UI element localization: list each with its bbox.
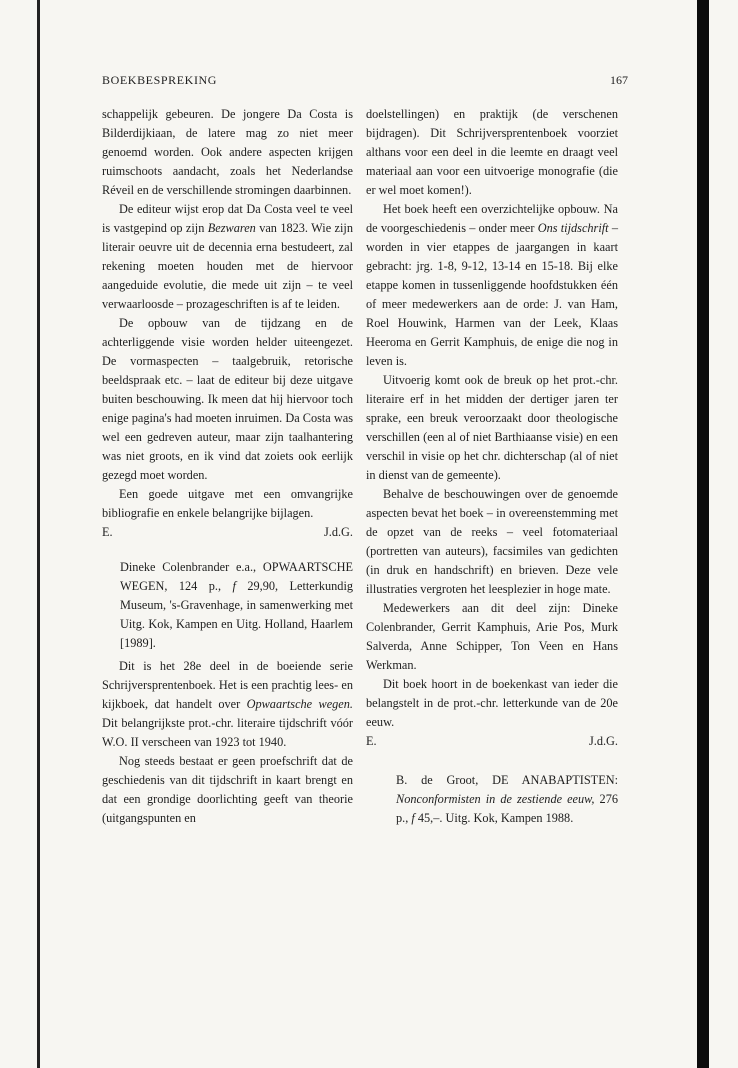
italic-title: Opwaartsche wegen. (246, 697, 353, 711)
florin-symbol: f (232, 579, 236, 593)
signature-initial: E. (102, 525, 113, 539)
signature-author: J.d.G. (323, 525, 353, 539)
page-number: 167 (610, 73, 628, 87)
paragraph: Uitvoerig komt ook de breuk op het prot.-chr. literaire erf in het midden der dertiger jaren ter sprake, een breuk veroorzaakt door theologische verschillen (een al of niet Barthiaanse visie) en een verschil in visie op het chr. dichterschap (al of niet in dienst van de gemeente). (366, 373, 618, 482)
paragraph: doelstellingen) en praktijk (de verschenen bijdragen). Dit Schrijversprentenboek voorziet althans voor een deel in die leemte en draagt veel materiaal aan voor een uitvoerige monografie (die er wel moet komen!). (366, 107, 618, 197)
paragraph: De opbouw van de tijdzang en de achterliggende visie worden helder uiteengezet. De vormaspecten – taalgebruik, retorische beeldspraak etc. – laat de editeur bij deze uitgave buiten beschouwing. Ik meen dat hij hiervoor toch enige pagina's had moeten inruimen. Da Costa was wel een gedreven auteur, maar zijn taalhantering was niet groots, en ik vind dat zoiets ook eerlijk gezegd moet worden. (102, 316, 353, 482)
italic-title: Bezwaren (207, 221, 256, 235)
right-column (366, 105, 618, 832)
paragraph: Behalve de beschouwingen over de genoemde aspecten bevat het boek – in overeenstemming met de opzet van de reeks – veel fotomateriaal (portretten van auteurs), facsimiles van gedichten (in druk en handschrift) en brieven. Deze vele illustraties vergroten het leesplezier in hoge mate. (366, 487, 618, 596)
left-column (102, 105, 353, 828)
book-reference-text: B. de Groot, DE ANABAPTISTEN: Nonconformisten in de zestiende eeuw, 276 p., f 45,–. Uitg. Kok, Kampen 1988. (396, 773, 618, 825)
paragraph: Dit is het 28e deel in de boeiende serie Schrijversprentenboek. Het is een prachtig lees- en kijkboek, dat handelt over Opwaartsche wegen. Dit belangrijkste prot.-chr. literaire tijdschrift vóór W.O. II verscheen van 1923 tot 1940. (102, 659, 353, 749)
running-head (102, 73, 628, 91)
paragraph: De editeur wijst erop dat Da Costa veel te veel is vastgepind op zijn Bezwaren van 1823. Wie zijn literair oeuvre uit de decennia erna bestudeert, zal rekening moeten houden met de hiervoor aangeduide evolutie, die mede uit zijn – te veel verwaarloosde – prozageschriften is af te leiden. (102, 202, 353, 311)
florin-symbol: f (411, 811, 415, 825)
book-reference (396, 771, 618, 828)
paragraph: Dit boek hoort in de boekenkast van ieder die belangstelt in de prot.-chr. letterkunde van de 20e eeuw. (366, 677, 618, 729)
italic-title: Ons tijdschrift (537, 221, 609, 235)
book-reference-text: Dineke Colenbrander e.a., OPWAARTSCHE WEGEN, 124 p., f 29,90, Letterkundig Museum, 's-Gravenhage, in samenwerking met Uitg. Kok, Kampen en Uitg. Holland, Haarlem [1989]. (120, 560, 354, 650)
page-edge-left (37, 0, 40, 1068)
review-signature (366, 732, 618, 751)
paragraph: Een goede uitgave met een omvangrijke bibliografie en enkele belangrijke bijlagen. (102, 487, 353, 520)
paragraph: Medewerkers aan dit deel zijn: Dineke Colenbrander, Gerrit Kamphuis, Arie Pos, Murk Salverda, Anne Schipper, Ton Veen en Hans Werkman. (366, 601, 618, 672)
paragraph: Het boek heeft een overzichtelijke opbouw. Na de voorgeschiedenis – onder meer Ons tijdschrift – worden in vier etappes de jaargangen in kaart gebracht: jrg. 1-8, 9-12, 13-14 en 15-18. Bij elke etappe komen in tussenliggende hoofdstukken één of meer medewerkers aan de orde: J. van Ham, Roel Houwink, Harmen van der Leek, Klaas Heeroma en Gerrit Kamphuis, de enige die nog in leven is. (366, 202, 618, 368)
book-reference (120, 558, 353, 653)
signature-initial: E. (366, 734, 377, 748)
signature-author: J.d.G. (588, 734, 618, 748)
section-title: BOEKBESPREKING (102, 73, 218, 87)
paragraph: Nog steeds bestaat er geen proefschrift dat de geschiedenis van dit tijdschrift in kaart brengt en dat een grondige doorlichting geeft van theorie (uitgangspunten en (102, 754, 353, 825)
page-edge-right (697, 0, 709, 1068)
paragraph: schappelijk gebeuren. De jongere Da Costa is Bilderdijkiaan, de latere mag zo niet meer genoemd worden. Ook andere aspecten krijgen ruimschoots aandacht, zoals het Nederlandse Réveil en de verschillende stromingen daarbinnen. (102, 107, 353, 197)
italic-subtitle: Nonconformisten in de zestiende eeuw, (396, 792, 595, 806)
review-signature (102, 523, 353, 542)
